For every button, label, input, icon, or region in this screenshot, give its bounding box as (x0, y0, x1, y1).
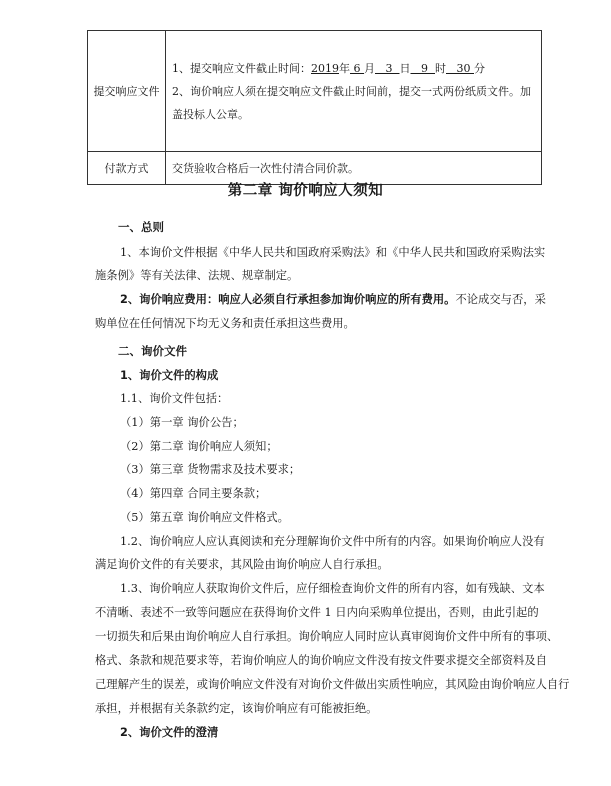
deadline-month: 6 (353, 61, 361, 75)
section2-s12-line2: 满足询价文件的有关要求，其风险由询价响应人自行承担。 (95, 558, 389, 571)
section2-s11: 1.1、询价文件包括： (120, 392, 229, 405)
list-item: （3）第三章 货物需求及技术要求； (120, 463, 301, 476)
deadline-line1: 1、提交响应文件截止时间：2019年 6 月 3 日 9 时 30 分 (172, 61, 485, 75)
section1-p2-line1 (120, 291, 546, 307)
section1-p1-line2: 施条例》等有关法律、法规、规章制定。 (95, 269, 299, 282)
deadline-hour: 9 (421, 61, 428, 75)
deadline-year: 2019 (311, 61, 339, 75)
deadline-day: 3 (385, 61, 393, 75)
section2-s13-line4: 格式、条款和规范要求等，若询价响应人的询价响应文件没有按文件要求提交全部资料及自 (95, 654, 547, 667)
section1-p2-rest: 不论成交与否，采 (455, 293, 546, 306)
section2-heading: 二、询价文件 (118, 344, 187, 358)
deadline-line2: 2、询价响应人须在提交响应文件截止时间前，提交一式两份纸质文件。加 (172, 84, 531, 98)
section1-heading: 一、总则 (118, 220, 164, 234)
section2-s13-line5: 己理解产生的误差，或询价响应文件没有对询价文件做出实质性响应，其风险由询价响应人自行 (95, 678, 570, 691)
deadline-line3: 盖投标人公章。 (172, 107, 249, 121)
section2-s13-line2: 不清晰、表述不一致等问题应在获得询价文件 1 日内向采购单位提出，否则，由此引起的 (95, 606, 539, 619)
list-item: （5）第五章 询价响应文件格式。 (120, 511, 289, 524)
section2-s13-line6: 承担，并根据有关条款约定，该询价响应有可能被拒绝。 (95, 702, 378, 715)
list-item: （1）第一章 询价公告； (120, 416, 244, 429)
table-row-deadline (88, 31, 542, 152)
section1-p2-bold: 2、询价响应费用：响应人必须自行承担参加询价响应的所有费用。 (120, 293, 456, 306)
payment-label: 付款方式 (88, 152, 166, 185)
section2-sub2: 2、询价文件的澄清 (120, 726, 219, 739)
info-table (87, 30, 542, 185)
section1-p2-line2: 购单位在任何情况下均无义务和责任承担这些费用。 (95, 317, 355, 330)
section2-s12-line1: 1.2、询价响应人应认真阅读和充分理解询价文件中所有的内容。如果询价响应人没有 (120, 535, 545, 548)
deadline-minute: 30 (456, 61, 471, 75)
deadline-content (166, 31, 542, 152)
section2-sub1: 1、询价文件的构成 (120, 369, 219, 382)
list-item: （2）第二章 询价响应人须知； (120, 440, 278, 453)
deadline-label: 提交响应文件 (88, 31, 166, 152)
section1-p1-line1: 1、本询价文件根据《中华人民共和国政府采购法》和《中华人民共和国政府采购法实 (120, 246, 546, 259)
chapter-title: 第二章 询价响应人须知 (227, 183, 384, 199)
section2-s13-line3: 一切损失和后果由询价响应人自行承担。询价响应人同时应认真审阅询价文件中所有的事项、 (95, 630, 559, 643)
section2-s13-line1: 1.3、询价响应人获取询价文件后，应仔细检查询价文件的所有内容，如有残缺、文本 (120, 582, 545, 595)
payment-value: 交货验收合格后一次性付清合同价款。 (166, 152, 542, 185)
list-item: （4）第四章 合同主要条款； (120, 487, 267, 500)
